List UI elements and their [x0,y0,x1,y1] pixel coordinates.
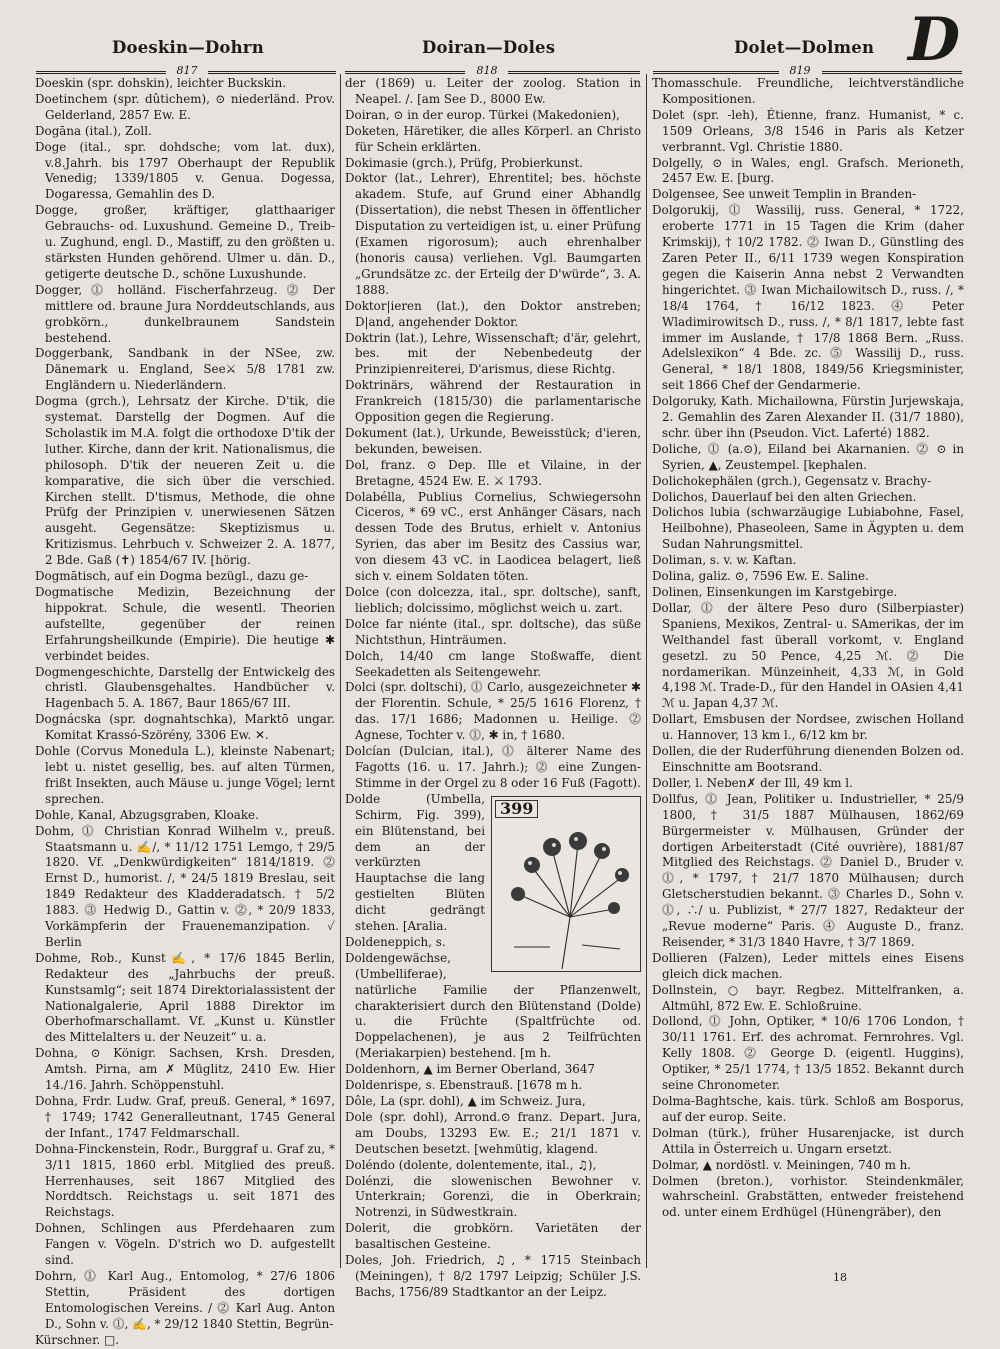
entry: Dogmātisch, auf ein Dogma bezügl., dazu ge- [35,569,309,584]
entry: Dolerit, die grobkörn. Varietäten der basaltischen Gesteine. [345,1221,641,1252]
entry: Dollen, die der Ruderführung dienenden Bolzen od. Einschnitte am Bootsrand. [652,744,964,774]
entry: Dogāna (ital.), Zoll. [35,123,152,138]
entry: Dolina, galiz. ⊙, 7596 Ew. E. Saline. [652,569,869,584]
entry: Dolichos, Dauerlauf bei den alten Griechen. [652,489,917,504]
sheet-signature: 18 [833,1271,847,1284]
entry: Dokimasie (grch.), Prüfg, Probierkunst. [345,155,584,170]
entry: Doliman, s. v. w. Kaftan. [652,553,797,568]
entry: Doktrin (lat.), Lehre, Wissenschaft; d'är, gelehrt, bes. mit der Nebenbedeutg der Prinzipienreiterei, D'arismus, diese Richtg. [345,330,641,377]
entry: Dôle, La (spr. dohl), ▲ im Schweiz. Jura, [345,1094,586,1108]
entry: Dollond, ⓵ John, Optiker, * 10/6 1706 London, † 30/11 1761. Erf. des achromat. Fernrohres. Vgl. Kelly 1808. ⓶ George D. (eigentl. Huggins), Optiker, * 25/1 1774, † 13/5 1852. Bekannt durch seine Chronometer. [652,1014,964,1093]
entry: Dolmar, ▲ nordöstl. v. Meiningen, 740 m h. [652,1157,912,1172]
entry: Dollieren (Falzen), Leder mittels eines Eisens gleich dick machen. [652,950,964,981]
page-number-center: 818 [476,64,498,77]
page-number-right: 819 [789,64,811,77]
entry: Dohm, ⓵ Christian Konrad Wilhelm v., preuß. Staatsmann u. ✍/, * 11/12 1751 Lemgo, † 29/5 1820. Vf. „Denkwürdigkeiten“ 1814/1819. ⓶ Ernst D., humorist. /, * 24/5 1819 Breslau, seit 1849 Redakteur des Kladderadatsch. † 5/2 1883. ⓷ Hedwig D., Gattin v. ⓶, * 20/9 1833, Vorkämpferin der Frauenemanzipation. ✓ Berlin [35,823,335,949]
entry: Dognácska (spr. dognahtschka), Marktō ungar. Komitat Krassó-Szörény, 3306 Ew. ✕. [35,712,335,743]
column-right [652,76,964,1272]
entry: Dolichokephälen (grch.), Gegensatz v. Brachy- [652,473,932,488]
entry: Dolgelly, ⊙ in Wales, engl. Grafsch. Merioneth, 2457 Ew. E. [burg. [652,155,964,186]
entry: Doetinchem (spr. dûtichem), ⊙ niederländ. Prov. Gelderland, 2857 Ew. E. [35,91,335,122]
entry: Dogmatische Medizin, Bezeichnung der hippokrat. Schule, die wesentl. Theorien aufstellte, gegenüber der reinen Erfahrungsheilkunde (Empirie). Die heutige ✱ verbindet beides. [35,585,335,663]
entry: Dolichos lubia (schwarzäugige Lubiabohne, Fasel, Heilbohne), Phaseoleen, Same in Ägypten u. dem Sudan Nahrungsmittel. [652,505,964,552]
header-rule [345,71,465,74]
entry: Dolde (Umbella, Schirm, Fig. 399), ein Blütenstand, bei dem an der verkürzten Hauptachse die lang gestielten Blüten dicht gedrängt stehen. [Aralia. [345,791,485,934]
entry: Dohme, Rob., Kunst✍, * 17/6 1845 Berlin, Redakteur des „Jahrbuchs der preuß. Kunstsamlg“; seit 1874 Direktorialassistent der Nationalgalerie, April 1888 Direktor im Oberhofmarschallamt. Vf. „Kunst u. Künstler des Mittelalters u. der Neuzeit“ u. a. [35,950,335,1045]
entry: Dolinen, Einsenkungen im Karstgebirge. [652,585,898,599]
entry: Doles, Joh. Friedrich, ♫, * 1715 Steinbach (Meiningen), † 8/2 1797 Leipzig; Schüler J.S. Bachs, 1756/89 Stadtkantor an der Leipz. [345,1253,641,1299]
running-head-right: Dolet—Dolmen [734,38,875,57]
page-number-left: 817 [176,64,198,77]
header-rule [508,71,640,74]
running-head-left: Doeskin—Dohrn [112,38,264,57]
entry: Doldengewächse, (Umbelliferae), natürliche Familie der Pflanzenwelt, charakterisiert durch den Blütenstand (Dolde) u. die Früchte (Spaltfrüchte od. Doppelachenen), je aus 2 Teilfrüchten (Meriakarpien) bestehend. [m h. [345,950,641,1061]
entry: Doiran, ⊙ in der europ. Türkei (Makedonien), [345,107,620,122]
entry: Doktrinärs, während der Restauration in Frankreich (1815/30) die parlamentarische Opposition gegen die Regierung. [345,378,641,425]
entry: der (1869) u. Leiter der zoolog. Station in Neapel. /. [am See D., 8000 Ew. [345,76,641,106]
entry: Dohna, ⊙ Königr. Sachsen, Krsh. Dresden, Amtsh. Pirna, am ✗ Müglitz, 2410 Ew. Hier 14./16. Jahrh. Schöppenstuhl. [35,1046,335,1093]
column-divider [340,74,341,1268]
entry: Dol, franz. ⊙ Dep. Ille et Vilaine, in der Bretagne, 4524 Ew. E. ⚔ 1793. [345,457,641,488]
entry: Dohle (Corvus Monedula L.), kleinste Nabenart; lebt u. nistet gesellig, bes. auf alten Türmen, frißt Insekten, auch Mäuse u. junge Vögel; lernt sprechen. [35,744,335,806]
entry: Dolch, 14/40 cm lange Stoßwaffe, dient Seekadetten als Seitengewehr. [345,648,641,679]
entry: Dolgorukij, ⓵ Wassilij, russ. General, * 1722, eroberte 1771 in 15 Tagen die Krim (daher Krimskij), † 10/2 1782. ⓶ Iwan D., Günstling des Zaren Peter II., 6/11 1739 wegen Konspiration gegen die Kaiserin Anna nebst 2 Verwandten hingerichtet. ⓷ Iwan Michailowitsch D., russ. /, * 18/4 1764, † 16/12 1823. ⓸ Peter Wladimirowitsch D., russ. /, * 8/1 1817, lebte fast immer im Auslande, † 17/8 1868 Bern. „Russ. Adelslexikon“ 4 Bde. zc. ⓹ Wassilij D., russ. General, * 18/1 1808, 1849/56 Kriegsminister, seit 1866 Chef der Gendarmerie. [652,203,964,393]
entry: Dollart, Emsbusen der Nordsee, zwischen Holland u. Hannover, 13 km l., 6/12 km br. [652,712,964,743]
entry: Dogger, ⓵ holländ. Fischerfahrzeug. ⓶ Der mittlere od. braune Jura Norddeutschlands, aus grobkörn., dunkelbraunem Sandstein bestehend. [35,282,335,345]
figure-number: 399 [495,800,538,818]
entry: Doldeneppich, s. [345,934,446,949]
entry: Dolma-Baghtsche, kais. türk. Schloß am Bosporus, auf der europ. Seite. [652,1094,964,1124]
section-letter: D [908,5,961,75]
entry: Doktor|ieren (lat.), den Doktor anstreben; D|and, angehender Doktor. [345,298,641,329]
column-left [35,76,335,1347]
entry: Dohna, Frdr. Ludw. Graf, preuß. General, * 1697, † 1749; 1742 Generalleutnant, 1745 General der Infant., 1747 Feldmarschall. [35,1094,335,1140]
entry: Dolet (spr. -leh), Étienne, franz. Humanist, * c. 1509 Orleans, 3/8 1546 in Paris als Ketzer verbrannt. Vgl. Christie 1880. [652,107,964,154]
entry: Dohna-Finckenstein, Rodr., Burggraf u. Graf zu, * 3/11 1815, 1860 erbl. Mitglied des preuß. Herrenhauses, seit 1867 Mitglied des Norddtsch. Reichstags u. seit 1871 des Reichstags. [35,1141,335,1220]
column-divider [646,74,647,1268]
entry: Dolci (spr. doltschi), ⓵ Carlo, ausgezeichneter ✱ der Florentin. Schule, * 25/5 1616 Florenz, † das. 17/1 1686; Madonnen u. Heilige. ⓶ Agnese, Tochter v. ⓵, ✱ in, † 1680. [345,680,641,743]
entry: Kürschner. □. [35,1332,120,1347]
entry: Dollfus, ⓵ Jean, Politiker u. Industrieller, * 25/9 1800, † 31/5 1887 Mülhausen, 1862/69 Bürgermeister v. Mülhausen, Gründer der dortigen Arbeiterstadt (Cité ouvrière), 1881/87 Mitglied des Reichstags. ⓶ Daniel D., Bruder v. ⓵, * 1797, † 21/7 1870 Mülhausen; durch Gletscherstudien bekannt. ⓷ Charles D., Sohn v. ⓵, ∴/ u. Publizist, * 27/7 1827, Redakteur der „Revue moderne“ Paris. ⓸ Auguste D., franz. Reisender, * 31/3 1840 Havre, † 3/7 1869. [652,791,964,949]
entry: Dole (spr. dohl), Arrond.⊙ franz. Depart. Jura, am Doubs, 13293 Ew. E.; 21/1 1871 v. Deutschen besetzt. [wehmütig, klagend. [345,1109,641,1156]
entry: Doeskin (spr. dohskin), leichter Buckskin. [35,76,287,90]
header-rule [653,71,779,74]
entry: Doketen, Häretiker, die alles Körperl. an Christo für Schein erklärten. [345,123,641,154]
entry: Doldenrispe, s. Ebenstrauß. [1678 m h. [345,1078,583,1093]
entry: Dolgensee, See unweit Templin in Branden- [652,187,917,202]
running-head-center: Doiran—Doles [422,38,556,57]
entry: Doliche, ⓵ (a.⊙), Eiland bei Akarnanien. ⓶ ⊙ in Syrien, ▲, Zeustempel. [kephalen. [652,441,964,472]
entry: Doggerbank, Sandbank in der NSee, zw. Dänemark u. England, See⚔ 5/8 1781 zw. Engländern u. Niederländern. [35,346,335,393]
entry: Dolmen (breton.), vorhistor. Steindenkmäler, wahrscheinl. Grabstätten, entweder freistehend od. unter einem Erdhügel (Hünengräber), den [652,1173,964,1220]
umbel-illustration [492,797,640,971]
entry: Dolénzi, die slowenischen Bewohner v. Unterkrain; Gorenzi, die in Oberkrain; Notrenzi, in Südwestkrain. [345,1173,641,1220]
entry: Dolce far niénte (ital., spr. doltsche), das süße Nichtsthun, Hinträumen. [345,616,641,647]
entry: Doléndo (dolente, dolentemente, ital., ♫), [345,1157,597,1172]
entry: Dogge, großer, kräftiger, glatthaariger Gebrauchs- od. Luxushund. Gemeine D., Treib- u. Zughund, engl. D., Mastiff, zu den größten u. stärksten Hunden gehörend. Ulmer u. dän. D., getigerte deutsche D., schöne Luxushunde. [35,203,335,281]
entry: Doller, l. Neben✗ der Ill, 49 km l. [652,775,853,790]
entry: Dohle, Kanal, Abzugsgraben, Kloake. [35,807,259,822]
header-rule [208,71,336,74]
entry: Dolcían (Dulcian, ital.), ⓵ älterer Name des Fagotts (16. u. 17. Jahrh.); ⓶ eine Zungen-Stimme in der Orgel zu 8 oder 16 Fuß (Fagott). [345,744,641,790]
entry: Dohnen, Schlingen aus Pferdehaaren zum Fangen v. Vögeln. D'strich wo D. aufgestellt sind. [35,1221,335,1268]
entry: Dolabélla, Publius Cornelius, Schwiegersohn Ciceros, * 69 vC., erst Anhänger Cäsars, nach dessen Tode des Brutus, erhielt v. Antonius Syrien, das aber im Besitz des Cassius war, von diesem 43 vC. in Laodicea belagert, ließ sich v. einem Soldaten töten. [345,489,641,584]
entry: Dokument (lat.), Urkunde, Beweisstück; d'ieren, bekunden, beweisen. [345,425,641,456]
column-center [345,76,641,1299]
entry: Doge (ital., spr. dohdsche; vom lat. dux), v.8.Jahrh. bis 1797 Oberhaupt der Republik Venedig; 1339/1805 v. Genua. Dogessa, Dogaressa, Gemahlin des D. [35,139,335,202]
entry: Dogma (grch.), Lehrsatz der Kirche. D'tik, die systemat. Darstellg der Dogmen. Auf die Scholastik im M.A. folgt die orthodoxe D'tik der luther. Kirche, dann der krit. Nationalismus, die philosoph. D'tik der neueren Zeit u. die komparative, die sich über die verschied. Kirchen stellt. D'tismus, Methode, die ohne Prüfg der Prinzipien v. unerwiesenen Sätzen ausgeht. Gegensätze: Skeptizismus u. Kritizismus. Lehrbuch v. Schweizer 2. A. 1877, 2 Bde. Gaß (✝) 1854/67 IV. [hörig. [35,394,335,568]
header-rule [822,71,962,74]
entry: Dollar, ⓵ der ältere Peso duro (Silberpiaster) Spaniens, Mexikos, Zentral- u. SAmerikas, der im Welthandel fast überall vorkomt, v. England gesetzl. zu 50 Pence, 4,25 ℳ. ⓶ Die nordamerikan. Münzeinheit, 4,33 ℳ, in Gold 4,198 ℳ. Trade-D., für den Handel in OAsien 4,41 ℳ u. Japan 4,37 ℳ. [652,600,964,711]
entry: Dolman (türk.), früher Husarenjacke, ist durch Attila in Österreich u. Ungarn ersetzt. [652,1125,964,1156]
entry: Doktor (lat., Lehrer), Ehrentitel; bes. höchste akadem. Stufe, auf Grund einer Abhandlg (Dissertation), die nebst Thesen in öffentlicher Disputation zu verteidigen ist, u. einer Prüfung (Examen rigorosum); auch ehrenhalber (honoris causa) verliehen. Vgl. Baumgarten „Grundsätze zc. der Erteilg der D'würde“, 3. A. 1888. [345,171,641,297]
entry: Thomasschule. Freundliche, leichtverständliche Kompositionen. [652,76,964,106]
figure-umbel [491,796,641,972]
entry: Doldenhorn, ▲ im Berner Oberland, 3647 [345,1062,595,1077]
entry: Dolce (con dolcezza, ital., spr. doltsche), sanft, lieblich; dolcissimo, möglichst weich u. zart. [345,585,641,615]
entry: Dollnstein, ○ bayr. Regbez. Mittelfranken, a. Altmühl, 872 Ew. E. Schloßruine. [652,982,964,1013]
entry: Dogmengeschichte, Darstellg der Entwickelg des christl. Glaubensgehaltes. Handbücher v. Hagenbach 5. A. 1867, Baur 1865/67 III. [35,664,335,711]
entry: Dolgoruky, Kath. Michailowna, Fürstin Jurjewskaja, 2. Gemahlin des Zaren Alexander II. (31/7 1880), schr. über ihn (Pseudon. Vict. Laferté) 1882. [652,394,964,440]
entry: Dohrn, ⓵ Karl Aug., Entomolog, * 27/6 1806 Stettin, Präsident des dortigen Entomologischen Vereins. / ⓶ Karl Aug. Anton D., Sohn v. ⓵, ✍, * 29/12 1840 Stettin, Begrün- [35,1268,335,1331]
header-rule [36,71,166,74]
